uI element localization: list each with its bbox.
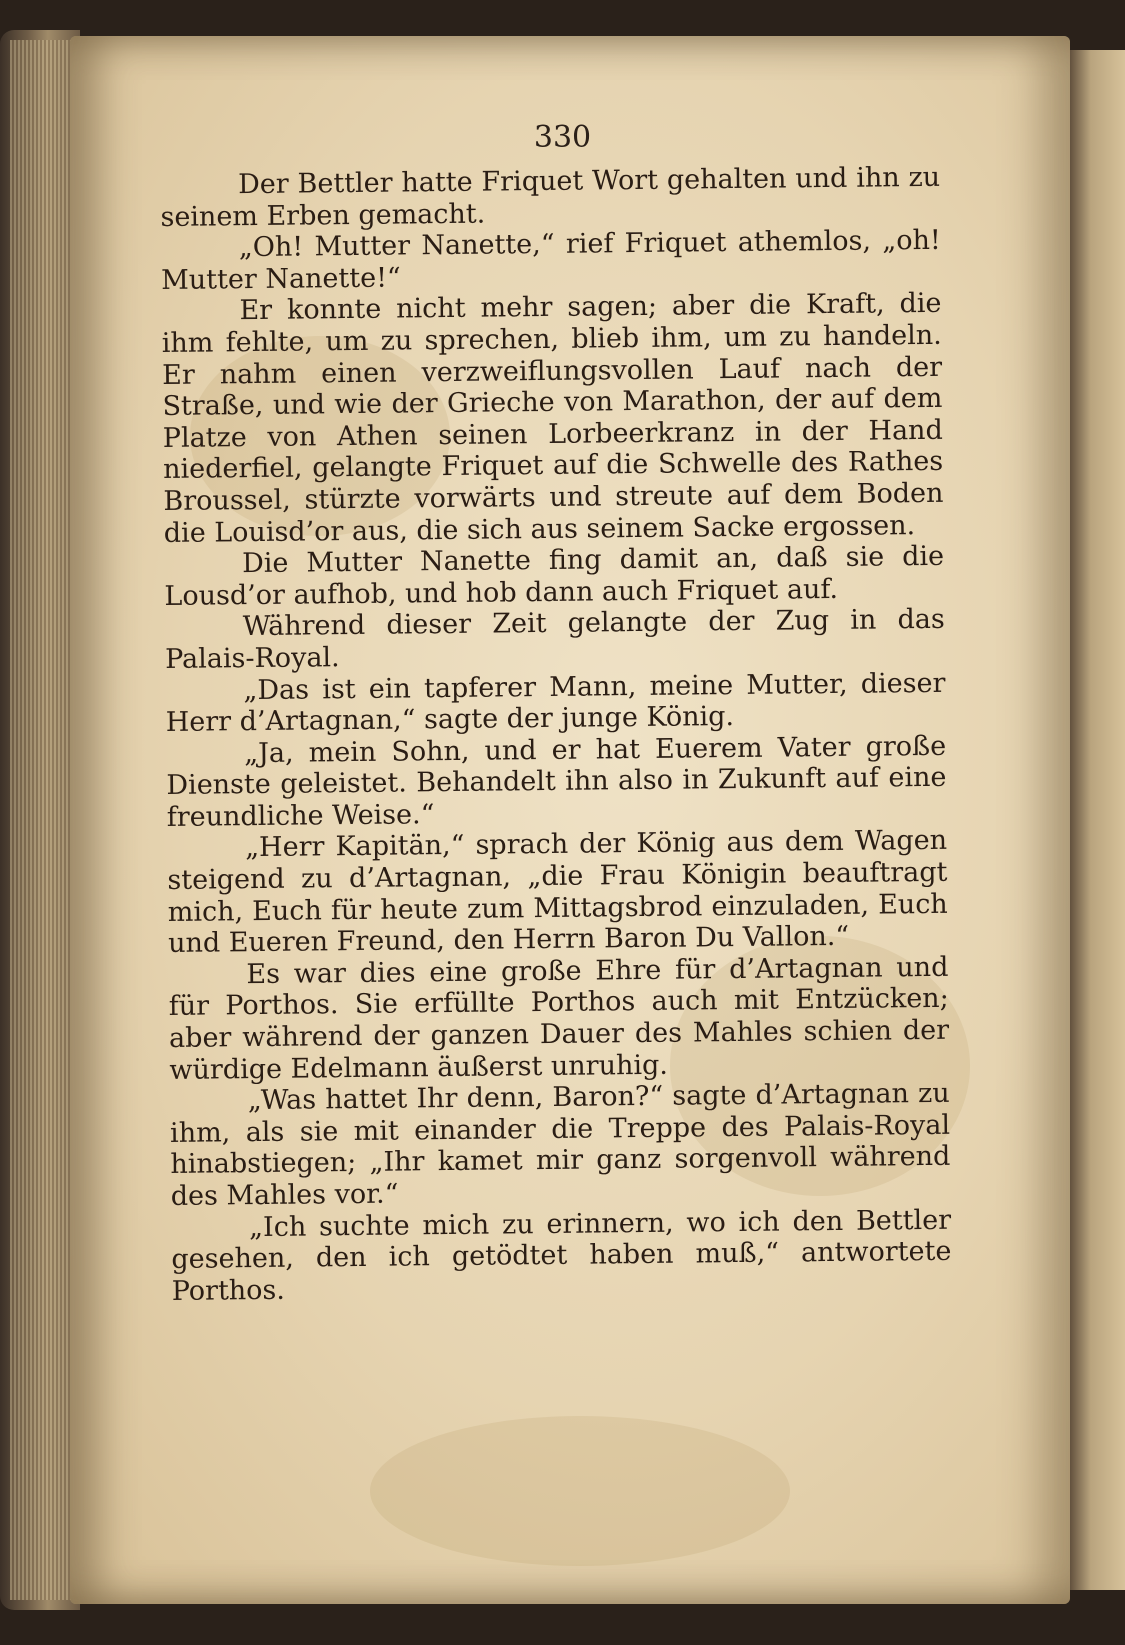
paper-stain — [370, 1416, 790, 1566]
paragraph: Es war dies eine große Ehre für d’Artagnan und für Porthos. Sie erfüllte Porthos auch mit Entzücken; aber während der ganzen Dauer des Mahles schien der würdige Edelmann äußerst unruhig. — [168, 951, 950, 1086]
paragraph: Der Bettler hatte Friquet Wort gehalten und ihn zu seinem Erben gemacht. — [160, 161, 941, 233]
facing-page-edge — [1068, 50, 1125, 1590]
page-text — [160, 162, 952, 1307]
page-number: 330 — [533, 120, 592, 155]
paragraph: „Herr Kapitän,“ sprach der König aus dem Wagen steigend zu d’Artagnan, „die Frau Königin beauftragt mich, Euch für heute zum Mittagsbrod einzuladen, Euch und Eueren Freund, den Herrn Baron Du Vallon.“ — [167, 825, 948, 960]
paragraph: „Oh! Mutter Nanette,“ rief Friquet athemlos, „oh! Mutter Nanette!“ — [160, 225, 941, 296]
paragraph: „Ja, mein Sohn, und er hat Euerem Vater große Dienste geleistet. Behandelt ihn also in Zukunft auf eine freundliche Weise.“ — [166, 730, 947, 833]
paragraph: „Das ist ein tapferer Mann, meine Mutter, dieser Herr d’Artagnan,“ sagte der junge König. — [165, 667, 946, 739]
paragraph: „Was hattet Ihr denn, Baron?“ sagte d’Artagnan zu ihm, als sie mit einander die Treppe des Palais-Royal hinabstiegen; „Ihr kamet mir ganz sorgenvoll während des Mahles vor.“ — [169, 1078, 951, 1212]
paragraph: Er konnte nicht mehr sagen; aber die Kraft, die ihm fehlte, um zu sprechen, blieb ihm, um zu handeln. Er nahm einen verzweiflungsvollen Lauf nach der Straße, und wie der Grieche von Marathon, der auf dem Platze von Athen seinen Lorbeerkranz in der Hand niederfiel, gelangte Friquet auf die Schwelle des Rathes Broussel, stürzte vorwärts und streute auf dem Boden die Louisd’or aus, die sich aus seinem Sacke ergossen. — [161, 288, 944, 549]
paragraph: Während dieser Zeit gelangte der Zug in das Palais-Royal. — [164, 604, 945, 675]
paragraph: Die Mutter Nanette fing damit an, daß sie die Lousd’or aufhob, und hob dann auch Friquet auf. — [164, 540, 945, 612]
paragraph: „Ich suchte mich zu erinnern, wo ich den Bettler gesehen, den ich getödtet haben muß,“ antwortete Porthos. — [171, 1204, 952, 1307]
